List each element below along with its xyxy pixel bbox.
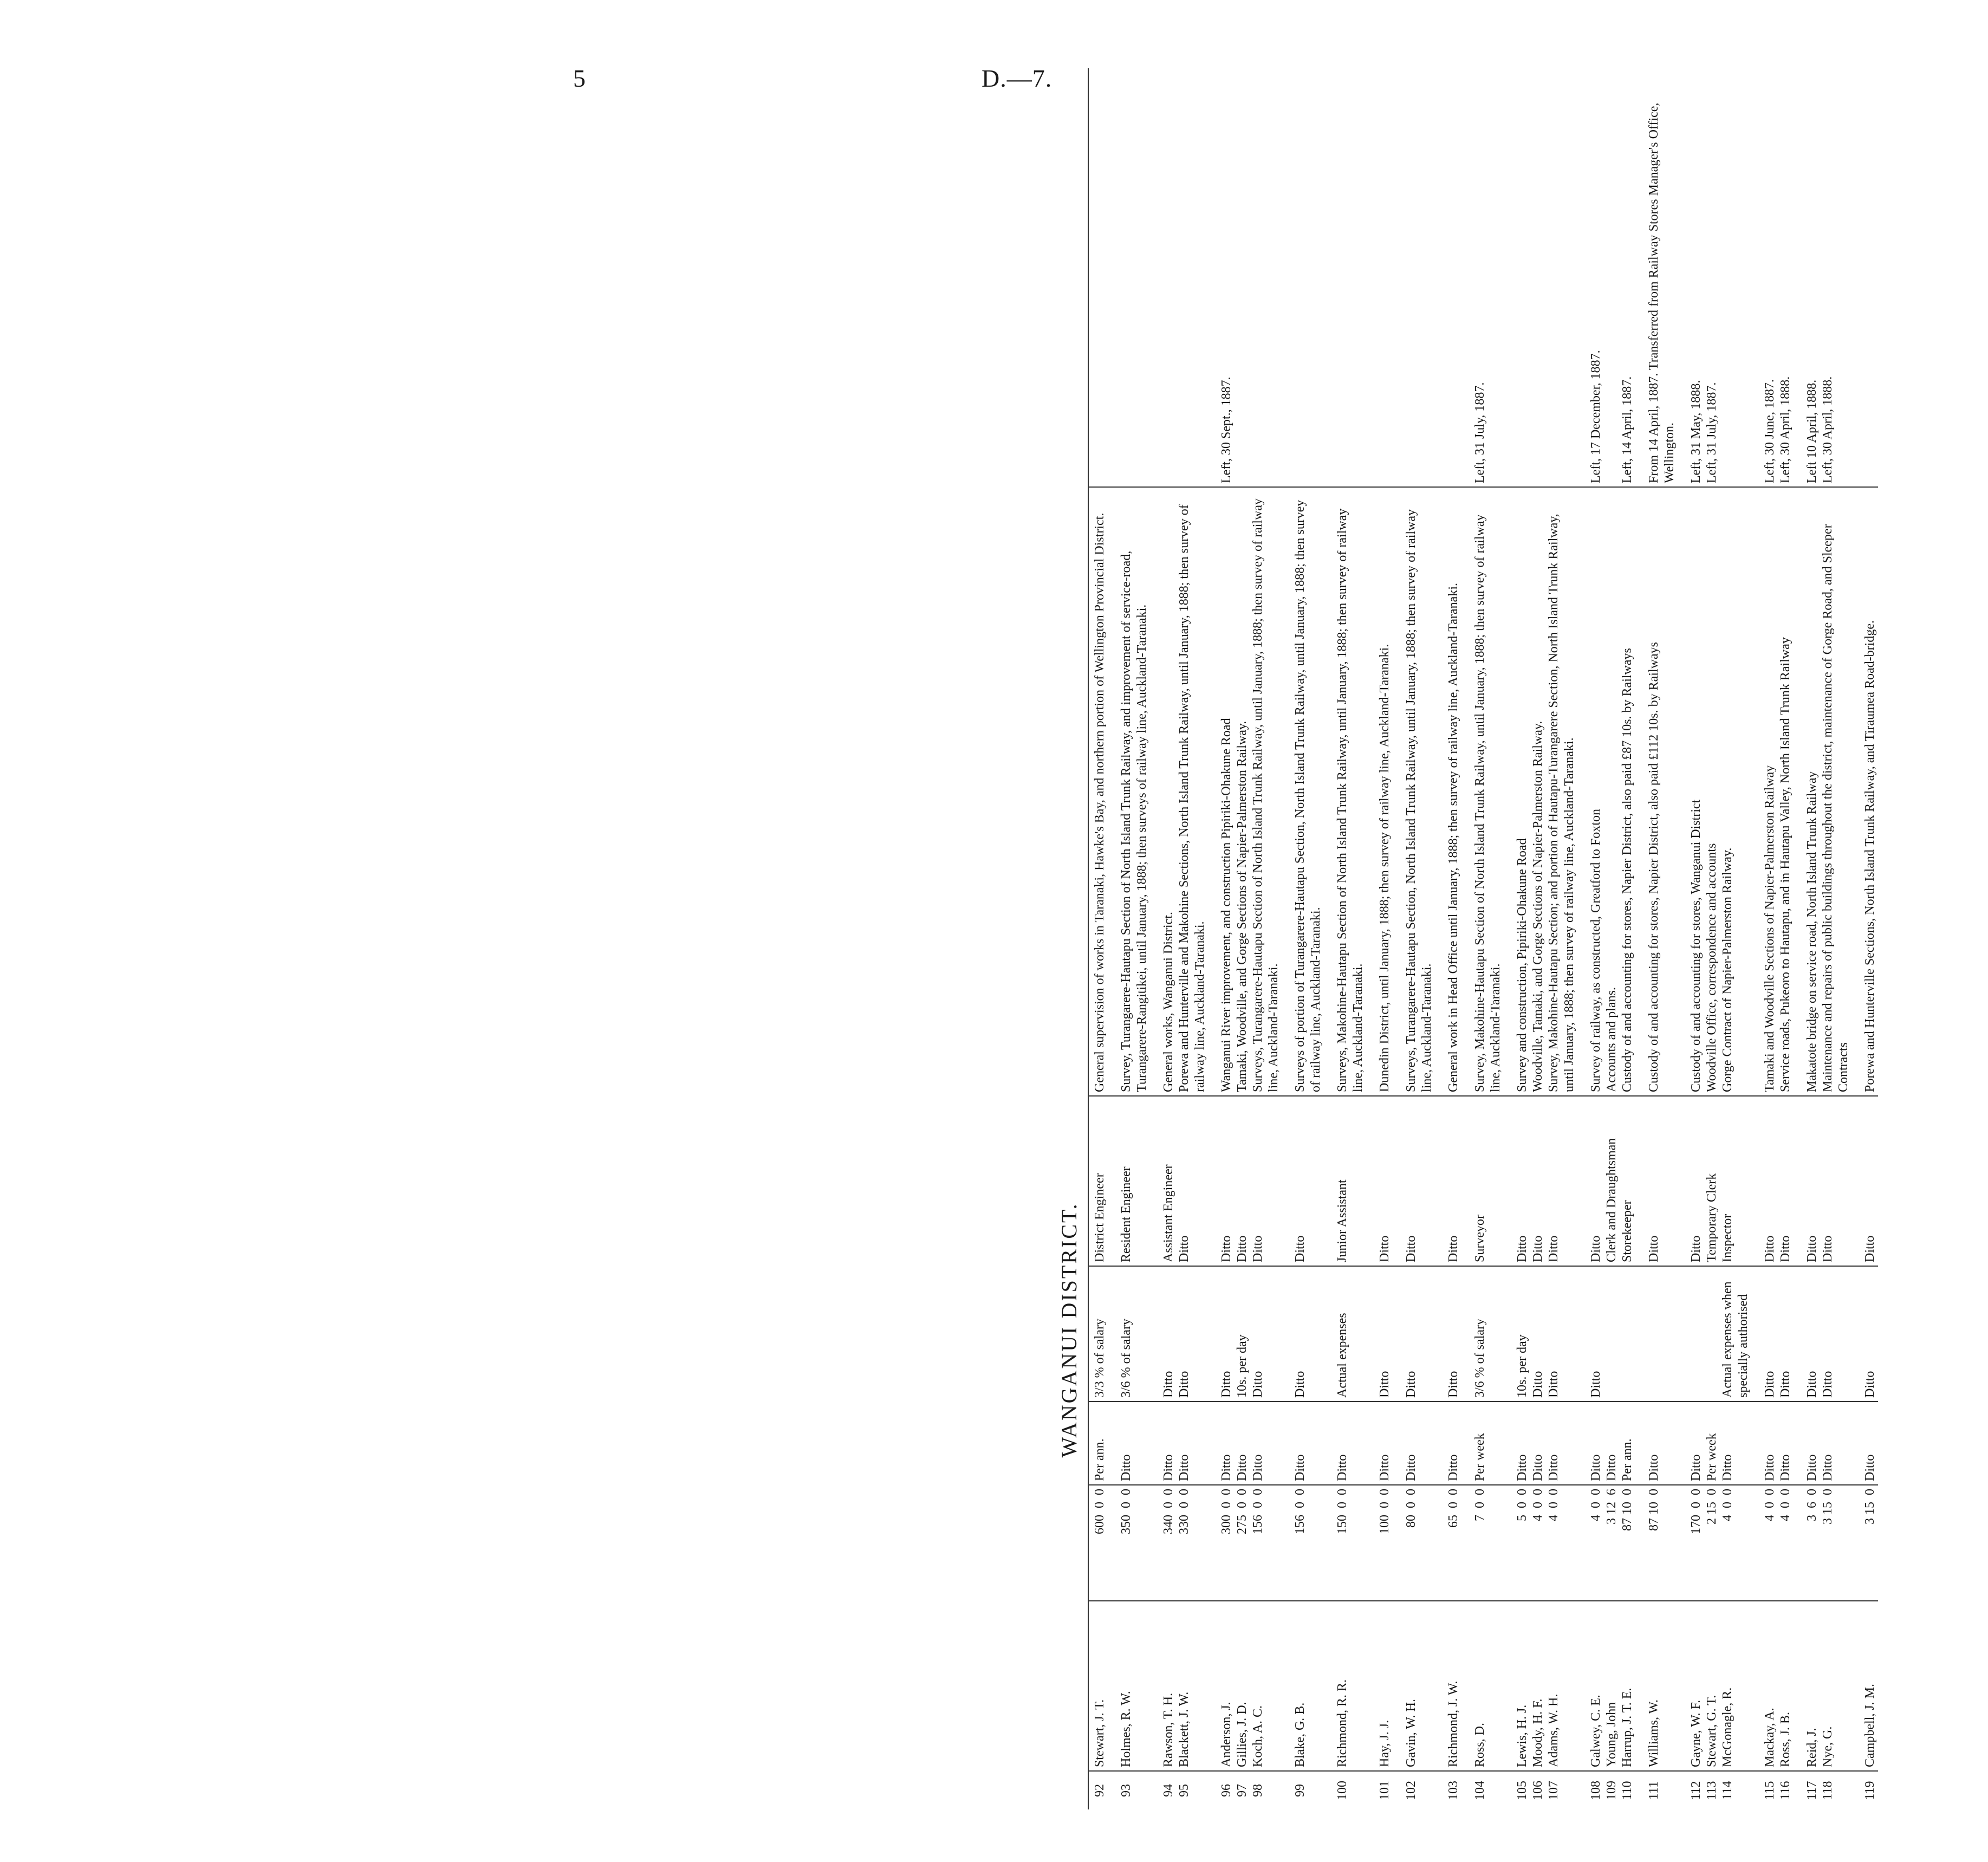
staff-name: Campbell, J. M.: [1851, 1601, 1878, 1771]
travelling-allowance: Ditto: [1366, 1266, 1393, 1402]
duty-description: Porewa and Hunterville Sections, North Island Trunk Railway, and Tiraumea Road-bridge.: [1851, 487, 1878, 1096]
pay-period: Ditto: [1604, 1402, 1620, 1485]
table-row: [1235, 68, 1250, 1809]
document-code: D.—7.: [982, 64, 1053, 92]
travelling-allowance: 3/3 % of salary: [1088, 1266, 1108, 1402]
duty-description: Surveys, Turangarere-Hautapu Section of North Island Trunk Railway, until January, 1888; then survey of railway line, Auckland-Taranaki.: [1250, 487, 1282, 1096]
position-title: Ditto: [1577, 1096, 1604, 1266]
remarks: [1250, 68, 1282, 487]
travelling-allowance: Ditto: [1546, 1266, 1577, 1402]
remarks: [1150, 68, 1177, 487]
salary-amount: 87 10 0: [1620, 1485, 1635, 1601]
staff-name: Blake, G. B.: [1282, 1601, 1324, 1771]
staff-name: Richmond, R. R.: [1324, 1601, 1366, 1771]
staff-name: Gillies, J. D.: [1235, 1601, 1250, 1771]
table-row: [1851, 68, 1878, 1809]
salary-amount: 3 15 0: [1820, 1485, 1851, 1601]
row-number: 114: [1720, 1781, 1734, 1800]
pay-period: Ditto: [1778, 1402, 1794, 1485]
table-row: [1250, 68, 1282, 1809]
table-row: [1635, 68, 1678, 1809]
duty-description: Woodville, Tamaki, and Gorge Sections of Napier-Palmerston Railway.: [1530, 487, 1546, 1096]
pay-period: Ditto: [1324, 1402, 1366, 1485]
position-title: Ditto: [1546, 1096, 1577, 1266]
table-row: [1461, 68, 1504, 1809]
staff-name: Anderson, J.: [1208, 1601, 1235, 1771]
row-number: 108: [1589, 1781, 1603, 1800]
row-number: 119: [1863, 1781, 1877, 1800]
duty-description: Porewa and Hunterville and Makohine Sections, North Island Trunk Railway, until January, 1888; then survey of railway line, Auckland-Taranaki.: [1177, 487, 1208, 1096]
travelling-allowance: Ditto: [1393, 1266, 1435, 1402]
salary-amount: 330 0 0: [1177, 1485, 1208, 1601]
remarks: Left, 14 April, 1887.: [1620, 68, 1635, 487]
remarks: From 14 April, 1887. Transferred from Railway Stores Manager's Office, Wellington.: [1635, 68, 1678, 487]
travelling-allowance: [1704, 1266, 1720, 1402]
row-number: 98: [1251, 1784, 1265, 1797]
remarks: Left, 30 April, 1888.: [1820, 68, 1851, 487]
staff-name: Hay, J. J.: [1366, 1601, 1393, 1771]
remarks: Left, 31 July, 1887.: [1704, 68, 1720, 487]
remarks: [1604, 68, 1620, 487]
duty-description: Custody of and accounting for stores, Napier District, also paid £87 10s. by Railways: [1620, 487, 1635, 1096]
staff-name: McGonagle, R.: [1720, 1601, 1751, 1771]
travelling-allowance: 3/6 % of salary: [1461, 1266, 1504, 1402]
duty-description: Tamaki, Woodville, and Gorge Sections of Napier-Palmerston Railway.: [1235, 487, 1250, 1096]
travelling-allowance: 10s. per day: [1504, 1266, 1530, 1402]
salary-amount: 156 0 0: [1282, 1485, 1324, 1601]
duty-description: Custody of and accounting for stores, Napier District, also paid £112 10s. by Railways: [1635, 487, 1678, 1096]
duty-description: Survey, Turangarere-Hautapu Section of North Island Trunk Railway, and improvement of service-road, Turangarere-Rangitikei, until January, 1888; then surveys of railway line, Auckland-Taranaki.: [1108, 487, 1150, 1096]
staff-name: Gayne, W. F.: [1678, 1601, 1704, 1771]
row-number: 100: [1335, 1781, 1349, 1800]
remarks: [1546, 68, 1577, 487]
remarks: [1435, 68, 1461, 487]
position-title: Ditto: [1177, 1096, 1208, 1266]
pay-period: Ditto: [1504, 1402, 1530, 1485]
salary-amount: 2 15 0: [1704, 1485, 1720, 1601]
salary-amount: 150 0 0: [1324, 1485, 1366, 1601]
travelling-allowance: Actual expenses when specially authorised: [1720, 1266, 1751, 1402]
table-row: [1704, 68, 1720, 1809]
position-title: Ditto: [1393, 1096, 1435, 1266]
table-row: [1820, 68, 1851, 1809]
pay-period: Ditto: [1150, 1402, 1177, 1485]
page-number: 5: [573, 64, 586, 92]
travelling-allowance: Ditto: [1435, 1266, 1461, 1402]
pay-period: Ditto: [1678, 1402, 1704, 1485]
staff-name: Williams, W.: [1635, 1601, 1678, 1771]
pay-period: Ditto: [1108, 1402, 1150, 1485]
staff-name: Ross, D.: [1461, 1601, 1504, 1771]
travelling-allowance: Ditto: [1851, 1266, 1878, 1402]
pay-period: Ditto: [1208, 1402, 1235, 1485]
remarks: Left, 30 April, 1888.: [1778, 68, 1794, 487]
remarks: Left, 31 May, 1888.: [1678, 68, 1704, 487]
travelling-allowance: Ditto: [1794, 1266, 1820, 1402]
position-title: Junior Assistant: [1324, 1096, 1366, 1266]
position-title: Ditto: [1851, 1096, 1878, 1266]
travelling-allowance: Actual expenses: [1324, 1266, 1366, 1402]
pay-period: Ditto: [1635, 1402, 1678, 1485]
row-number: 110: [1620, 1781, 1634, 1800]
district-title: WANGANUI DISTRICT.: [1057, 1202, 1081, 1458]
position-title: Ditto: [1778, 1096, 1794, 1266]
remarks: Left, 31 July, 1887.: [1461, 68, 1504, 487]
pay-period: Per week: [1461, 1402, 1504, 1485]
pay-period: Ditto: [1720, 1402, 1751, 1485]
table-row: [1530, 68, 1546, 1809]
table-row: [1088, 68, 1108, 1809]
travelling-allowance: Ditto: [1150, 1266, 1177, 1402]
salary-amount: 4 0 0: [1530, 1485, 1546, 1601]
staff-name: Gavin, W. H.: [1393, 1601, 1435, 1771]
staff-name: Galwey, C. E.: [1577, 1601, 1604, 1771]
row-number: 101: [1378, 1781, 1392, 1800]
duty-description: Custody of and accounting for stores, Wanganui District: [1678, 487, 1704, 1096]
travelling-allowance: Ditto: [1177, 1266, 1208, 1402]
position-title: Ditto: [1504, 1096, 1530, 1266]
salary-amount: 100 0 0: [1366, 1485, 1393, 1601]
duty-description: Accounts and plans.: [1604, 487, 1620, 1096]
duty-description: Survey, Makohine-Hautapu Section of North Island Trunk Railway, until January, 1888; then survey of railway line, Auckland-Taranaki.: [1461, 487, 1504, 1096]
duty-description: Surveys, Makohine-Hautapu Section of North Island Trunk Railway, until January, 1888; then survey of railway line, Auckland-Taranaki.: [1324, 487, 1366, 1096]
travelling-allowance: Ditto: [1778, 1266, 1794, 1402]
position-title: District Engineer: [1088, 1096, 1108, 1266]
duty-description: Makatote bridge on service road, North Island Trunk Railway: [1794, 487, 1820, 1096]
remarks: [1366, 68, 1393, 487]
table-row: [1393, 68, 1435, 1809]
travelling-allowance: 10s. per day: [1235, 1266, 1250, 1402]
salary-amount: 4 0 0: [1546, 1485, 1577, 1601]
row-number: 111: [1647, 1781, 1661, 1800]
salary-amount: 7 0 0: [1461, 1485, 1504, 1601]
travelling-allowance: [1635, 1266, 1678, 1402]
pay-period: Per ann.: [1620, 1402, 1635, 1485]
position-title: Ditto: [1820, 1096, 1851, 1266]
table-row: [1678, 68, 1704, 1809]
row-number: 107: [1547, 1781, 1561, 1800]
pay-period: Ditto: [1250, 1402, 1282, 1485]
position-title: Resident Engineer: [1108, 1096, 1150, 1266]
staff-name: Harrup, J. T. E.: [1620, 1601, 1635, 1771]
duty-description: Service roads, Pukeoro to Hautapu, and in Hautapu Valley, North Island Trunk Railway: [1778, 487, 1794, 1096]
staff-name: Rawson, T. H.: [1150, 1601, 1177, 1771]
table-row: [1108, 68, 1150, 1809]
row-number: 116: [1778, 1781, 1792, 1800]
remarks: [1324, 68, 1366, 487]
duty-description: Surveys of portion of Turangarere-Hautapu Section, North Island Trunk Railway, until January, 1888; then survey of railway line, Auckland-Taranaki.: [1282, 487, 1324, 1096]
pay-period: Ditto: [1235, 1402, 1250, 1485]
remarks: [1851, 68, 1878, 487]
remarks: [1235, 68, 1250, 487]
duty-description: Survey and construction, Pipiriki-Ohakune Road: [1504, 487, 1530, 1096]
salary-amount: 600 0 0: [1088, 1485, 1108, 1601]
duty-description: General works, Wanganui District.: [1150, 487, 1177, 1096]
duty-description: General work in Head Office until January, 1888; then survey of railway line, Auckland-Taranaki.: [1435, 487, 1461, 1096]
position-title: Ditto: [1635, 1096, 1678, 1266]
pay-period: Per ann.: [1088, 1402, 1108, 1485]
row-number: 118: [1821, 1781, 1835, 1800]
table-row: [1604, 68, 1620, 1809]
remarks: [1088, 68, 1108, 487]
staff-name: Lewis, H. J.: [1504, 1601, 1530, 1771]
salary-amount: 65 0 0: [1435, 1485, 1461, 1601]
row-number: 106: [1531, 1781, 1545, 1800]
staff-name: Ross, J. B.: [1778, 1601, 1794, 1771]
table-row: [1620, 68, 1635, 1809]
staff-name: Moody, H. F.: [1530, 1601, 1546, 1771]
salary-amount: 4 0 0: [1778, 1485, 1794, 1601]
salary-amount: 3 12 6: [1604, 1485, 1620, 1601]
table-row: [1751, 68, 1778, 1809]
pay-period: Ditto: [1751, 1402, 1778, 1485]
staff-name: Adams, W. H.: [1546, 1601, 1577, 1771]
staff-name: Reid, J.: [1794, 1601, 1820, 1771]
travelling-allowance: [1620, 1266, 1635, 1402]
remarks: Left, 30 June, 1887.: [1751, 68, 1778, 487]
travelling-allowance: Ditto: [1820, 1266, 1851, 1402]
position-title: Ditto: [1366, 1096, 1393, 1266]
position-title: Ditto: [1530, 1096, 1546, 1266]
salary-amount: 350 0 0: [1108, 1485, 1150, 1601]
position-title: Inspector: [1720, 1096, 1751, 1266]
row-number: 113: [1705, 1781, 1719, 1800]
position-title: Assistant Engineer: [1150, 1096, 1177, 1266]
duty-description: Dunedin District, until January, 1888; then survey of railway line, Auckland-Taranaki.: [1366, 487, 1393, 1096]
salary-amount: 5 0 0: [1504, 1485, 1530, 1601]
salary-amount: 3 15 0: [1851, 1485, 1878, 1601]
duty-description: Maintenance and repairs of public buildings throughout the district, maintenance of Gorge Road, and Sleeper Contracts: [1820, 487, 1851, 1096]
row-number: 105: [1515, 1781, 1529, 1800]
staff-name: Koch, A. C.: [1250, 1601, 1282, 1771]
position-title: Storekeeper: [1620, 1096, 1635, 1266]
salary-amount: 87 10 0: [1635, 1485, 1678, 1601]
table-row: [1794, 68, 1820, 1809]
position-title: Ditto: [1435, 1096, 1461, 1266]
position-title: Ditto: [1208, 1096, 1235, 1266]
staff-name: Richmond, J. W.: [1435, 1601, 1461, 1771]
row-number: 97: [1235, 1784, 1249, 1797]
travelling-allowance: [1604, 1266, 1620, 1402]
position-title: Ditto: [1235, 1096, 1250, 1266]
pay-period: Ditto: [1282, 1402, 1324, 1485]
staff-name: Mackay, A.: [1751, 1601, 1778, 1771]
table-row: [1577, 68, 1604, 1809]
duty-description: Gorge Contract of Napier-Palmerston Railway.: [1720, 487, 1751, 1096]
pay-period: Ditto: [1366, 1402, 1393, 1485]
pay-period: Per week: [1704, 1402, 1720, 1485]
staff-name: Stewart, G. T.: [1704, 1601, 1720, 1771]
row-number: 109: [1604, 1781, 1619, 1800]
staff-table: [1088, 68, 1878, 1809]
table-row: [1150, 68, 1177, 1809]
travelling-allowance: Ditto: [1282, 1266, 1324, 1402]
remarks: [1530, 68, 1546, 487]
row-number: 112: [1689, 1781, 1703, 1800]
salary-amount: 3 6 0: [1794, 1485, 1820, 1601]
pay-period: Ditto: [1546, 1402, 1577, 1485]
duty-description: Wanganui River improvement, and construction Pipiriki-Ohakune Road: [1208, 487, 1235, 1096]
pay-period: Ditto: [1794, 1402, 1820, 1485]
salary-amount: 275 0 0: [1235, 1485, 1250, 1601]
table-row: [1546, 68, 1577, 1809]
pay-period: Ditto: [1177, 1402, 1208, 1485]
row-number: 117: [1805, 1781, 1819, 1800]
position-title: Temporary Clerk: [1704, 1096, 1720, 1266]
duty-description: Woodville Office, correspondence and accounts: [1704, 487, 1720, 1096]
travelling-allowance: Ditto: [1577, 1266, 1604, 1402]
row-number: 92: [1088, 1771, 1108, 1809]
pay-period: Ditto: [1435, 1402, 1461, 1485]
row-number: 99: [1293, 1784, 1307, 1797]
pay-period: Ditto: [1820, 1402, 1851, 1485]
salary-amount: 4 0 0: [1720, 1485, 1751, 1601]
table-row: [1778, 68, 1794, 1809]
position-title: Surveyor: [1461, 1096, 1504, 1266]
travelling-allowance: Ditto: [1751, 1266, 1778, 1402]
pay-period: Ditto: [1530, 1402, 1546, 1485]
staff-name: Young, John: [1604, 1601, 1620, 1771]
remarks: [1177, 68, 1208, 487]
table-row: [1208, 68, 1235, 1809]
pay-period: Ditto: [1577, 1402, 1604, 1485]
salary-amount: 4 0 0: [1577, 1485, 1604, 1601]
table-row: [1324, 68, 1366, 1809]
staff-table-body: [1088, 68, 1878, 1809]
row-number: 93: [1119, 1784, 1133, 1797]
row-number: 115: [1763, 1781, 1777, 1800]
travelling-allowance: Ditto: [1250, 1266, 1282, 1402]
duty-description: General supervision of works in Taranaki, Hawke's Bay, and northern portion of Wellington Provincial District.: [1088, 487, 1108, 1096]
remarks: Left 10 April, 1888.: [1794, 68, 1820, 487]
table-row: [1504, 68, 1530, 1809]
staff-name: Holmes, R. W.: [1108, 1601, 1150, 1771]
staff-name: Nye, G.: [1820, 1601, 1851, 1771]
salary-amount: 156 0 0: [1250, 1485, 1282, 1601]
row-number: 94: [1161, 1784, 1175, 1797]
row-number: 95: [1177, 1784, 1191, 1797]
salary-amount: 340 0 0: [1150, 1485, 1177, 1601]
row-number: 103: [1446, 1781, 1460, 1800]
salary-amount: 300 0 0: [1208, 1485, 1235, 1601]
remarks: [1393, 68, 1435, 487]
row-number: 104: [1473, 1781, 1487, 1800]
table-row: [1720, 68, 1751, 1809]
table-row: [1282, 68, 1324, 1809]
salary-amount: 4 0 0: [1751, 1485, 1778, 1601]
pay-period: Ditto: [1393, 1402, 1435, 1485]
table-row: [1177, 68, 1208, 1809]
row-number: 102: [1404, 1781, 1418, 1800]
row-number: 96: [1219, 1784, 1233, 1797]
travelling-allowance: Ditto: [1530, 1266, 1546, 1402]
travelling-allowance: Ditto: [1208, 1266, 1235, 1402]
staff-name: Stewart, J. T.: [1088, 1601, 1108, 1771]
travelling-allowance: [1678, 1266, 1704, 1402]
position-title: Ditto: [1282, 1096, 1324, 1266]
salary-amount: 80 0 0: [1393, 1485, 1435, 1601]
table-row: [1435, 68, 1461, 1809]
travelling-allowance: 3/6 % of salary: [1108, 1266, 1150, 1402]
duty-description: Survey of railway, as constructed, Greatford to Foxton: [1577, 487, 1604, 1096]
rotated-staff-table: [1056, 102, 1988, 1809]
salary-amount: 170 0 0: [1678, 1485, 1704, 1601]
duty-description: Survey, Makohine-Hautapu Section; and portion of Hautapu-Turangarere Section, North Island Trunk Railway, until January, 1888; then survey of railway line, Auckland-Taranaki.: [1546, 487, 1577, 1096]
position-title: Ditto: [1751, 1096, 1778, 1266]
staff-name: Blackett, J. W.: [1177, 1601, 1208, 1771]
remarks: [1108, 68, 1150, 487]
remarks: [1282, 68, 1324, 487]
remarks: Left, 17 December, 1887.: [1577, 68, 1604, 487]
position-title: Ditto: [1794, 1096, 1820, 1266]
table-row: [1366, 68, 1393, 1809]
position-title: Ditto: [1678, 1096, 1704, 1266]
duty-description: Tamaki and Woodville Sections of Napier-Palmerston Railway: [1751, 487, 1778, 1096]
position-title: Ditto: [1250, 1096, 1282, 1266]
remarks: [1720, 68, 1751, 487]
duty-description: Surveys, Turangarere-Hautapu Section, North Island Trunk Railway, until January, 1888; then survey of railway line, Auckland-Taranaki.: [1393, 487, 1435, 1096]
remarks: Left, 30 Sept., 1887.: [1208, 68, 1235, 487]
position-title: Clerk and Draughtsman: [1604, 1096, 1620, 1266]
remarks: [1504, 68, 1530, 487]
pay-period: Ditto: [1851, 1402, 1878, 1485]
